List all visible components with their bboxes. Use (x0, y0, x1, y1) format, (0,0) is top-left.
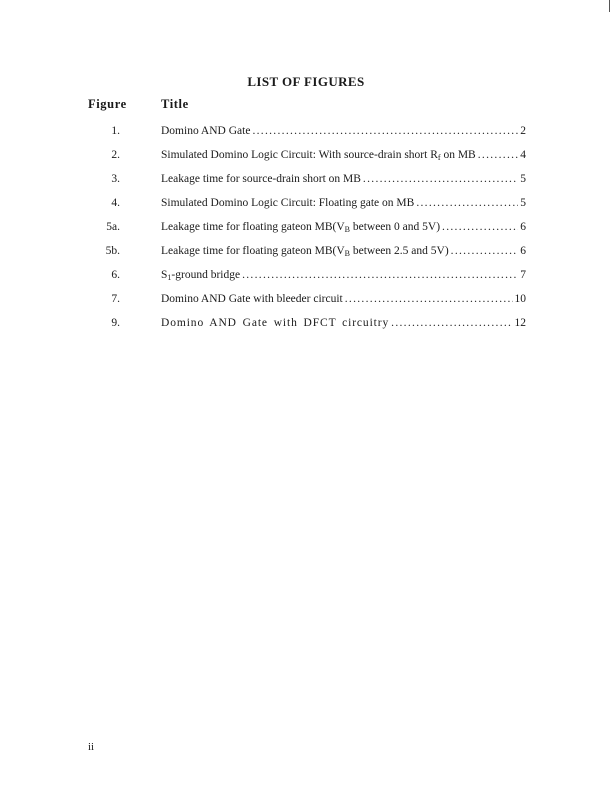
figure-page: 2 (520, 125, 526, 137)
figure-page: 5 (520, 173, 526, 185)
figure-title: Leakage time for floating gateon $MB(V_B$ between 2.5 and 5V) (161, 245, 449, 258)
leader-dots (416, 197, 518, 209)
figure-entry-1[interactable] (0, 125, 612, 141)
figure-entry-4[interactable] (0, 197, 612, 213)
page-edge-mark (609, 0, 610, 12)
figure-entry-5b[interactable] (0, 245, 612, 261)
figure-entry-5a[interactable] (0, 221, 612, 237)
leader-dots (363, 173, 518, 185)
leader-dots (442, 221, 518, 233)
figure-title: Domino AND Gate (161, 125, 251, 137)
leader-dots (391, 317, 512, 329)
leader-dots (451, 245, 519, 257)
figure-title: Domino AND Gate with DFCT circuitry (161, 317, 390, 329)
figure-page: 7 (520, 269, 526, 281)
figure-entry-9[interactable] (0, 317, 612, 333)
leader-dots (242, 269, 518, 281)
figure-page: 6 (520, 245, 526, 257)
figure-page: 5 (520, 197, 526, 209)
title-column-header: Title (161, 97, 189, 111)
figure-column-header: Figure (88, 97, 127, 111)
figure-number: 1. (111, 125, 120, 137)
figure-number: 5a. (106, 221, 120, 233)
figure-page: 6 (520, 221, 526, 233)
figure-number: 6. (111, 269, 120, 281)
leader-dots (478, 149, 519, 161)
figure-entry-6[interactable] (0, 269, 612, 285)
figure-number: 9. (111, 317, 120, 329)
figure-title: Simulated Domino Logic Circuit: With source-drain short $R_f$ on MB (161, 149, 476, 162)
figure-title: Leakage time for floating gateon $MB(V_B$ between 0 and 5V) (161, 221, 441, 234)
figure-page: 10 (514, 293, 526, 305)
figure-entry-2[interactable] (0, 149, 612, 165)
figure-number: 2. (111, 149, 120, 161)
figure-title: Leakage time for source-drain short on MB (161, 173, 361, 185)
leader-dots (345, 293, 513, 305)
figure-title: Simulated Domino Logic Circuit: Floating gate on MB (161, 197, 415, 209)
page-number: ii (88, 741, 95, 753)
figure-title: $S_1$-ground bridge (161, 269, 241, 282)
figure-number: 3. (111, 173, 120, 185)
figure-entry-3[interactable] (0, 173, 612, 189)
figure-entry-7[interactable] (0, 293, 612, 309)
page-title: LIST OF FIGURES (247, 74, 365, 89)
figure-page: 12 (514, 317, 526, 329)
figure-title: Domino AND Gate with bleeder circuit (161, 293, 343, 305)
figure-number: 5b. (105, 245, 120, 257)
figure-number: 7. (111, 293, 120, 305)
leader-dots (252, 125, 518, 137)
figure-number: 4. (111, 197, 120, 209)
figure-page: 4 (520, 149, 526, 161)
